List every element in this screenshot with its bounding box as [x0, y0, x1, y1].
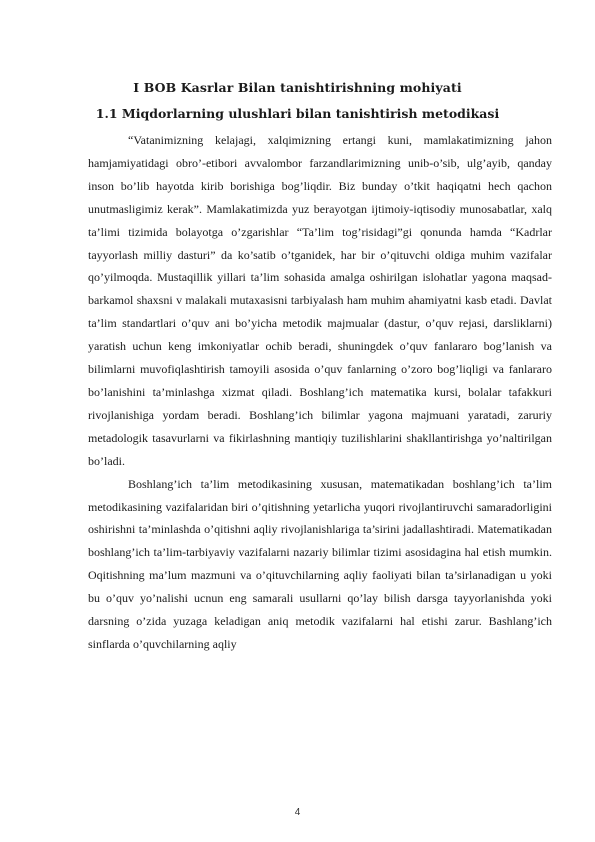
section-title: 1.1 Miqdorlarning ulushlari bilan tanishtirish metodikasi: [95, 106, 500, 121]
paragraph-1: “Vatanimizning kelajagi, xalqimizning ertangi kuni, mamlakatimizning jahon hamjamiyatidagi obro’-etibori avvalombor farzandlarimizning unib-o’sib, ulg’ayib, qanday inson bo’lib hayotda kirib borishiga bog’liqdir. Biz bunday o’tkit haqiqatni hech qachon unutmasligimiz kerak”. Mamlakatimizda yuz berayotgan ijtimoiy-iqtisodiy munosabatlar, xalq ta’limi tizimida bolayotga o’zgarishlar “Ta’lim tog’risidagi”gi qonunda hamda “Kadrlar tayyorlash milliy dasturi” da ko’satib o’tganidek, har bir o’qituvchi oldiga muhim vazifalar qo’yilmoqda. Mustaqillik yillari ta’lim sohasida amalga oshirilgan islohatlar yagona maqsad-barkamol shaxsni v malakali mutaxasisni tarbiyalash ham muhim ahamiyatni kasb etadi. Davlat ta’lim standartlari o’quv ani bo’yicha metodik majmualar (dastur, o’quv rejasi, darsliklarni) yaratish uchun keng imkoniyatlar ochib beradi, shuningdek o’quv fanlararo bog’lanish va bilimlarni muvofiqlashtirish tamoyili asosida o’quv fanlarning o’zoro bog’liqligi va fanlararo bo’lanishini ta’minlashga xizmat qiladi. Boshlang’ich matematika kursi, bolalar tafakkuri rivojlanishiga yordam beradi. Boshlang’ich bilimlar yagona majmuani yaratadi, zaruriy metadologik tasavurlarni va fikirlashning mantiqiy tuzilishlarini shakllantirishga yo’naltirilgan bo’ladi.: [88, 133, 552, 468]
chapter-title: I BOB Kasrlar Bilan tanishtirishning mohiyati: [133, 80, 462, 95]
paragraph-2: Boshlang’ich ta’lim metodikasining xususan, matematikadan boshlang’ich ta’lim metodikasining vazifalaridan biri o’qitishning yetarlicha yuqori rivojlantiruvchi samaradorligini oshirishni ta’minlashda o’qitishni aqliy rivojlanishlariga ta’sirini jadallashtiradi. Matematikadan boshlang’ich ta’lim-tarbiyaviy vazifalarni nazariy bilimlar tizimi asosidagina hal etish mumkin. Oqitishning ma’lum mazmuni va o’qituvchilarning aqliy faoliyati bilan ta’sirlanadigan u yoki bu o’quv yo’nalishi ucnun eng samarali usullarni qo’lay bilish darsga tayyorlanishda yoki darsning o’zida yuzaga keladigan aniq metodik vazifalarni hal etishi zarur. Bashlang’ich sinflarda o’quvchilarning aqliy: [88, 476, 552, 651]
body-text: [88, 129, 552, 656]
page-number: 4: [294, 807, 301, 818]
